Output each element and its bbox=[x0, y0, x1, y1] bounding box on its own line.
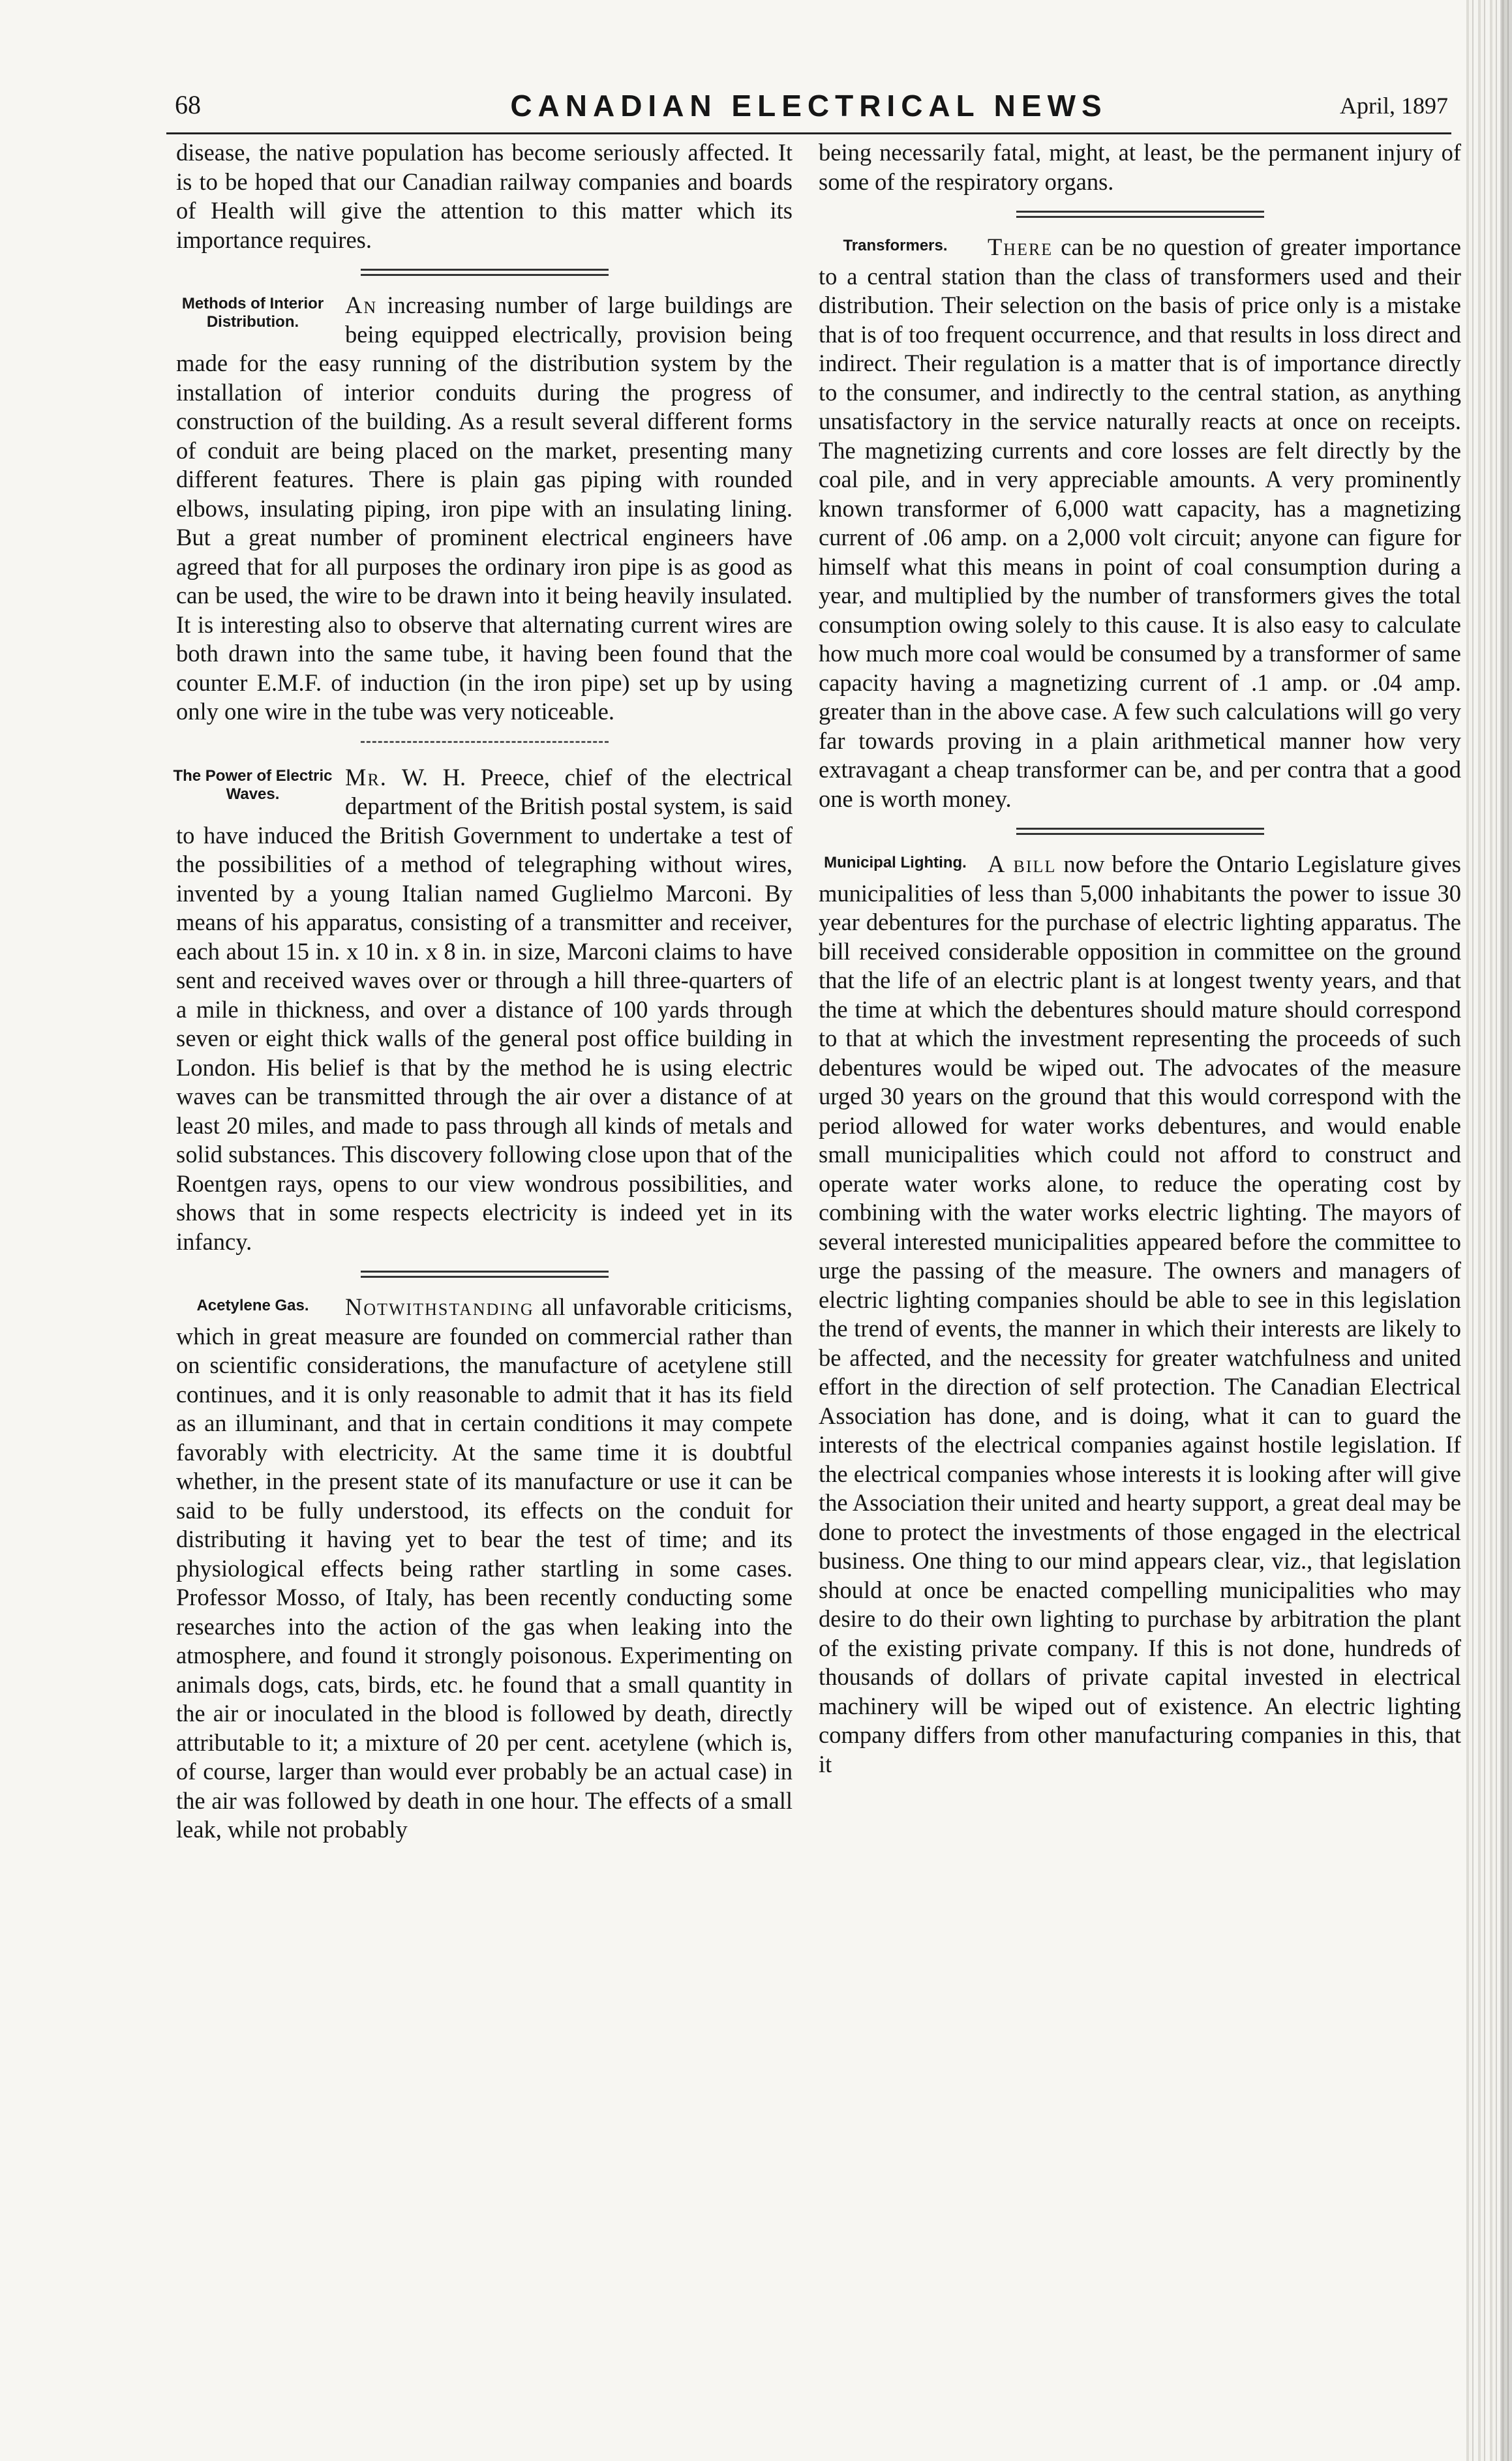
article-acetylene bbox=[176, 1293, 793, 1845]
separator-rule bbox=[361, 1271, 609, 1278]
scanned-page-shadow bbox=[1500, 0, 1512, 2461]
article-body bbox=[176, 1293, 793, 1845]
separator-rule bbox=[361, 269, 609, 277]
side-heading: Methods of Interior Distribution. bbox=[181, 295, 324, 331]
article-body bbox=[819, 850, 1461, 1779]
continued-text: disease, the native population has become seriously affected. It is to be hoped that our Canadian railway companies and boards of Health will give the attention to this matter which its importance requires. bbox=[176, 139, 793, 253]
separator-rule bbox=[361, 741, 609, 749]
article-lead: An bbox=[345, 292, 378, 318]
article-lead: A bill bbox=[988, 851, 1057, 877]
page-number: 68 bbox=[175, 90, 201, 119]
article-transformers bbox=[819, 233, 1461, 813]
article-text: can be no question of greater importance to a central station than the class of transformers used and their distribution. Their selection on the basis of price only is a mistake that is of too frequent occurrence, and that results in loss direct and indirect. Their regulation is a matter that is of importance directly to the consumer, and indirectly to the central station, as anything unsatisfactory in the service naturally reacts at once on receipts. The magnetizing currents and core losses are felt directly by the coal pile, and in very appreciable amounts. A very prominently known transformer of 6,000 watt capacity, has a magnetizing current of .06 amp. on a 2,000 volt circuit; anyone can figure for himself what this means in point of coal consumption during a year, and multiplied by the number of transformers gives the total consumption owing solely to this cause. It is also easy to calculate how much more coal would be consumed by a transformer of same capacity having a magnetizing current of .1 amp. or .04 amp. greater than in the above case. A few such calculations will go very far towards proving in a plain arithmetical manner how very extravagant a cheap transformer can be, and per contra that a good one is worth money. bbox=[819, 234, 1461, 812]
issue-date: April, 1897 bbox=[1340, 93, 1448, 119]
article-lead: Notwithstanding bbox=[345, 1293, 534, 1320]
article-municipal-lighting bbox=[819, 850, 1461, 1779]
side-heading: Municipal Lighting. bbox=[824, 854, 967, 871]
left-column bbox=[173, 138, 793, 1845]
side-heading: Acetylene Gas. bbox=[196, 1297, 309, 1314]
article-lead: Mr. bbox=[345, 763, 387, 791]
article-lead: There bbox=[988, 234, 1053, 260]
article-conduits bbox=[176, 291, 793, 727]
separator-rule bbox=[1016, 211, 1264, 219]
right-column bbox=[819, 138, 1461, 1779]
article-text: W. H. Preece, chief of the electrical department of the British postal system, is said to have induced the British Government to undertake a test of the possibilities of a method of telegraphing without wires, invented by a young Italian named Guglielmo Marconi. By means of his apparatus, consisting of a transmitter and receiver, each about 15 in. x 10 in. x 8 in. in size, Marconi claims to have sent and received waves over or through a hill three-quarters of a mile in thickness, and over a distance of 100 yards through seven or eight thick walls of the general post office building in London. His belief is that by the method he is using electric waves can be transmitted through the air over a distance of at least 20 miles, and made to pass through all kinds of metals and solid substances. This discovery following close upon that of the Roentgen rays, opens to our view wondrous possibilities, and shows that in some respects electricity is indeed yet in its infancy. bbox=[176, 763, 793, 1255]
article-body bbox=[819, 233, 1461, 813]
continued-text: being necessarily fatal, might, at least, be the permanent injury of some of the respiratory organs. bbox=[819, 139, 1461, 195]
page-header bbox=[170, 88, 1448, 127]
article-body bbox=[176, 763, 793, 1257]
separator-rule bbox=[1016, 828, 1264, 836]
article-text: now before the Ontario Legislature gives municipalities of less than 5,000 inhabitants the power to issue 30 year debentures for the purchase of electric lighting apparatus. The bill received considerable opposition in committee on the ground that the life of an electric plant is at longest twenty years, and that the time at which the debentures should mature should correspond to that at which the investment representing the proceeds of such debentures would be wiped out. The advocates of the measure urged 30 years on the ground that this would correspond with the period allowed for water works debentures, and would enable small municipalities which could not afford to construct and operate water works alone, to reduce the operating cost by combining with the water works electric lighting. The mayors of several interested municipalities appeared before the committee to urge the passing of the measure. The owners and managers of electric lighting companies should be able to see in this legislation the trend of events, the manner in which their interests are likely to be affected, and the necessity for greater watchfulness and united effort in the direction of self protection. The Canadian Electrical Association has done, and is doing, what it can to guard the interests of the electrical companies against hostile legislation. If the electrical companies whose interests it is looking after will give the Association their united and hearty support, a great deal may be done to protect the investments of those engaged in the electrical business. One thing to our mind appears clear, viz., that legislation should at once be enacted compelling municipalities who may desire to do their own lighting to purchase by arbitration the plant of the existing private company. If this is not done, hundreds of thousands of dollars of private capital invested in electrical machinery will be wiped out of existence. An electric lighting company differs from other manufacturing companies in this, that it bbox=[819, 851, 1461, 1777]
article-electric-waves bbox=[173, 763, 793, 1257]
article-body bbox=[176, 291, 793, 727]
masthead-title: CANADIAN ELECTRICAL NEWS bbox=[510, 89, 1108, 123]
side-heading: Transformers. bbox=[843, 237, 948, 254]
article-text: all unfavorable criticisms, which in great measure are founded on commercial rather than on scientific considerations, the manufacture of acetylene still continues, and it is only reasonable to admit that it has its field as an illuminant, and that in certain conditions it may compete favorably with electricity. At the same time it is doubtful whether, in the present state of its manufacture or use it can be said to be fully understood, its effects on the conduit for distributing it having yet to bear the test of time; and its physiological effects being rather startling in some cases. Professor Mosso, of Italy, has been recently conducting some researches into the action of the gas when leaking into the atmosphere, and found it strongly poisonous. Experimenting on animals dogs, cats, birds, etc. he found that a small quantity in the air or inoculated in the blood is followed by death, directly attributable to it; a mixture of 20 per cent. acetylene (which is, of course, larger than would ever probably be an actual case) in the air was followed by death in one hour. The effects of a small leak, while not probably bbox=[176, 1293, 793, 1843]
article-text: increasing number of large buildings are being equipped electrically, provision being made for the easy running of the distribution system by the installation of interior conduits during the progress of construction of the building. As a result several different forms of conduit are being placed on the market, presenting many different features. There is plain gas piping with rounded elbows, insulating piping, iron pipe with an insulating lining. But a great number of prominent electrical engineers have agreed that for all purposes the ordinary iron pipe is as good as can be used, the wire to be drawn into it being heavily insulated. It is interesting also to observe that alternating current wires are both drawn into the same tube, it having been found that the counter E.M.F. of induction (in the iron pipe) set up by using only one wire in the tube was very noticeable. bbox=[176, 292, 793, 725]
header-rule bbox=[166, 132, 1451, 134]
side-heading: The Power of Electric Waves. bbox=[173, 766, 333, 803]
